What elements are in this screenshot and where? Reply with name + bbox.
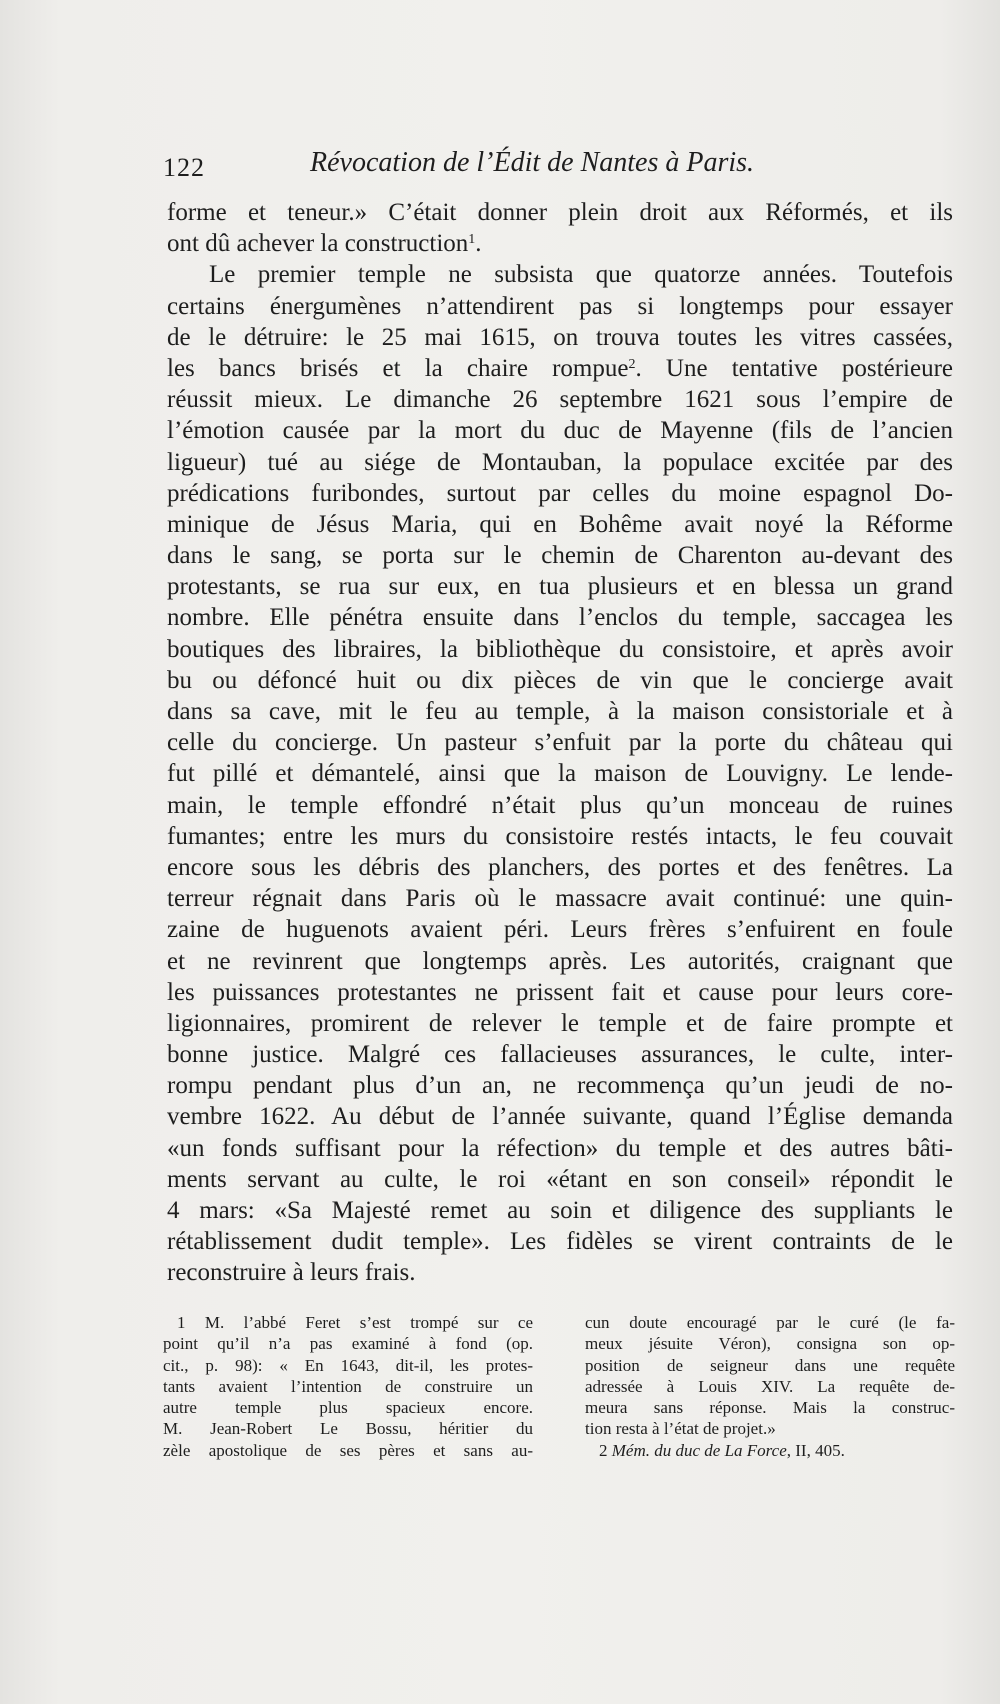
footnote-source-title: Mém. du duc de La Force — [611, 1440, 787, 1460]
footnote-column-right — [585, 1312, 955, 1461]
text-line: encore sous les débris des planchers, des portes et des fenêtres. La — [167, 853, 953, 881]
footnote-line: adressée à Louis XIV. La requête de- — [585, 1376, 955, 1396]
text-line: celle du concierge. Un pasteur s’enfuit par la porte du château qui — [167, 729, 953, 757]
main-text — [167, 197, 953, 1289]
page-number: 122 — [163, 153, 205, 182]
footnote-line: autre temple plus spacieux encore. — [163, 1398, 533, 1418]
text-line: ments servant au culte, le roi «étant en son conseil» répondit le — [167, 1165, 953, 1193]
text-line: «un fonds suffisant pour la réfection» du temple et des autres bâti- — [167, 1134, 953, 1162]
footnote-line: cun doute encouragé par le curé (le fa- — [585, 1313, 955, 1332]
text-line: prédications furibondes, surtout par celles du moine espagnol Do- — [167, 479, 953, 507]
footnote-line: zèle apostolique de ses pères et sans au- — [163, 1440, 533, 1460]
footnote-marker: 1 — [468, 232, 476, 248]
text-line: bonne justice. Malgré ces fallacieuses assurances, le culte, inter- — [167, 1041, 953, 1069]
footnotes — [163, 1312, 953, 1462]
footnote-line: position de seigneur dans une requête — [585, 1355, 955, 1375]
text-line: ont dû achever la construction$^1$. — [167, 230, 482, 258]
text-line: protestants, se rua sur eux, en tua plusieurs et en blessa un grand — [167, 573, 953, 601]
running-title: Révocation de l’Édit de Nantes à Paris. — [310, 147, 755, 178]
text-line: terreur régnait dans Paris où le massacre avait continué: une quin- — [167, 885, 953, 913]
text-span: ont dû achever la construction — [167, 230, 469, 258]
footnote-2 — [585, 1440, 955, 1461]
text-line: nombre. Elle pénétra ensuite dans l’enclos du temple, saccagea les — [167, 604, 953, 632]
footnote-line: tants avaient l’intention de construire un — [163, 1376, 533, 1396]
text-line: dans sa cave, mit le feu au temple, à la maison consistoriale et à — [167, 698, 953, 725]
text-line: certains énergumènes n’attendirent pas si longtemps pour essayer — [167, 292, 953, 320]
footnote-line: meux jésuite Véron), consigna son op- — [585, 1334, 955, 1354]
text-line: bu ou défoncé huit ou dix pièces de vin que le concierge avait — [167, 666, 953, 694]
text-line: reconstruire à leurs frais. — [167, 1259, 416, 1287]
text-line: rompu pendant plus d’un an, ne recommença qu’un jeudi de no- — [167, 1072, 953, 1100]
text-line: l’émotion causée par la mort du duc de Mayenne (fils de l’ancien — [167, 417, 953, 445]
text-line: fut pillé et démantelé, ainsi que la maison de Louvigny. Le lende- — [167, 760, 953, 788]
text-line: et ne revinrent que longtemps après. Les autorités, craignant que — [167, 947, 953, 975]
footnote-line: tion resta à l’état de projet.» — [585, 1419, 776, 1439]
footnote-line: point qu’il n’a pas examiné à fond (op. — [163, 1334, 533, 1354]
text-line: dans le sang, se porta sur le chemin de Charenton au-devant des — [167, 542, 953, 570]
text-line: fumantes; entre les murs du consistoire restés intacts, le feu couvait — [167, 822, 953, 850]
text-span: les bancs brisés et la chaire rompue — [167, 354, 629, 382]
text-line: boutiques des libraires, la bibliothèque du consistoire, et après avoir — [167, 635, 953, 663]
text-line: forme et teneur.» C’était donner plein droit aux Réformés, et ils — [167, 199, 953, 226]
text-line: 4 mars: «Sa Majesté remet au soin et diligence des suppliants le — [167, 1197, 953, 1224]
footnote-source-ref: , II, 405. — [786, 1440, 845, 1460]
footnote-line: M. Jean-Robert Le Bossu, héritier du — [163, 1419, 533, 1439]
footnote-line: cit., p. 98): « En 1643, dit-il, les protes- — [163, 1355, 533, 1375]
text-line — [167, 353, 953, 384]
text-line: réussit mieux. Le dimanche 26 septembre 1621 sous l’empire de — [167, 386, 953, 414]
text-span: . Une tentative postérieure — [635, 354, 953, 382]
text-line: ligueur) tué au siége de Montauban, la populace excitée par des — [167, 448, 953, 476]
footnote-number: 2 — [599, 1440, 608, 1460]
text-line: de le détruire: le 25 mai 1615, on trouva toutes les vitres cassées, — [167, 323, 953, 351]
text-line: Le premier temple ne subsista que quatorze années. Toutefois — [209, 261, 953, 289]
text-line: rétablissement dudit temple». Les fidèles se virent contraints de le — [167, 1228, 953, 1256]
text-line: main, le temple effondré n’était plus qu’un monceau de ruines — [167, 791, 953, 819]
footnote-column-left — [163, 1312, 533, 1461]
text-line: zaine de huguenots avaient péri. Leurs frères s’enfuirent en foule — [167, 916, 953, 944]
text-line: ligionnaires, promirent de relever le temple et de faire prompte et — [167, 1009, 953, 1037]
footnote-line: meura sans réponse. Mais la construc- — [585, 1398, 955, 1418]
text-line: les puissances protestantes ne prissent fait et cause pour leurs core- — [167, 978, 953, 1006]
footnote-line: 1 M. l’abbé Feret s’est trompé sur ce — [177, 1313, 533, 1332]
footnote-marker: 2 — [628, 356, 636, 372]
page-header — [163, 143, 795, 187]
text-line: vembre 1622. Au début de l’année suivante, quand l’Église demanda — [167, 1103, 953, 1131]
text-line: minique de Jésus Maria, qui en Bohême avait noyé la Réforme — [167, 510, 953, 538]
